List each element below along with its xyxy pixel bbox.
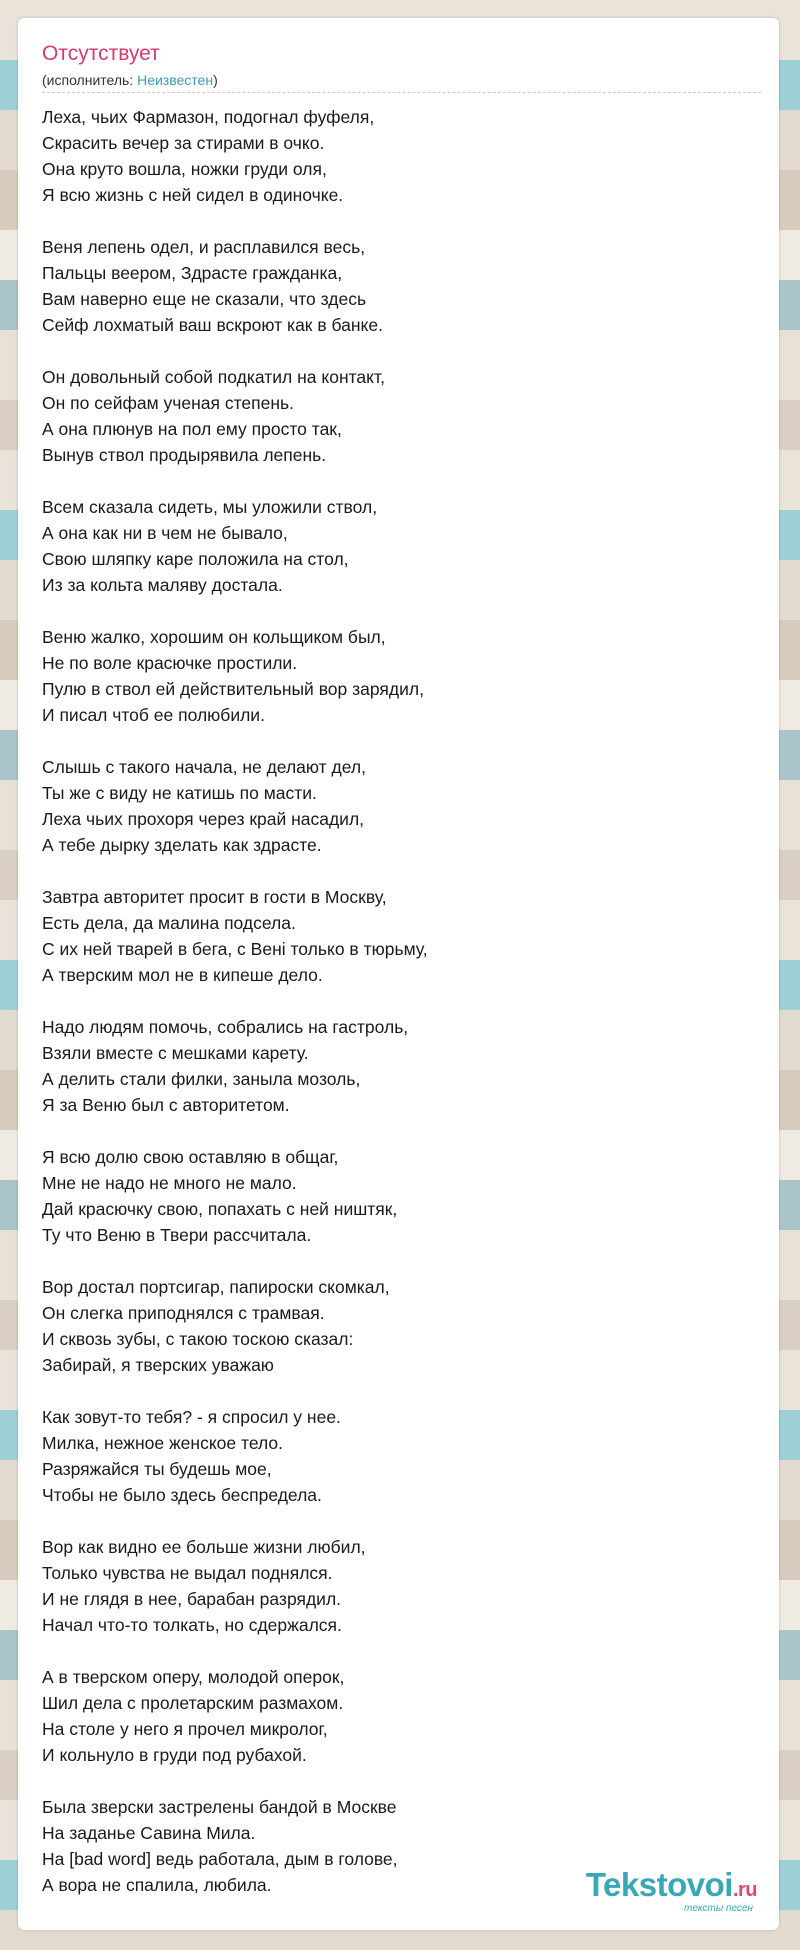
lyrics-card xyxy=(18,18,779,1930)
logo-wordmark xyxy=(586,1866,757,1904)
artist-line xyxy=(42,72,218,88)
lyric-line: А тебе дырку зделать как здрасте. xyxy=(42,835,322,855)
lyric-line: Как зовут-то тебя? - я спросил у нее. xyxy=(42,1407,341,1427)
stanza xyxy=(42,884,742,988)
lyric-line: И сквозь зубы, с такою тоскою сказал: xyxy=(42,1329,354,1349)
lyric-line: Я всю жизнь с ней сидел в одиночке. xyxy=(42,185,344,205)
lyric-line: Ты же с виду не катишь по масти. xyxy=(42,783,317,803)
stanza xyxy=(42,624,742,728)
stanza xyxy=(42,364,742,468)
lyric-line: Шил дела с пролетарским размахом. xyxy=(42,1693,344,1713)
logo-tagline: тексты песен xyxy=(684,1903,753,1914)
lyric-line: Леха чьих прохоря через край насадил, xyxy=(42,809,365,829)
lyric-line: Он довольный собой подкатил на контакт, xyxy=(42,367,385,387)
lyric-line: И писал чтоб ее полюбили. xyxy=(42,705,265,725)
lyric-line: И кольнуло в груди под рубахой. xyxy=(42,1745,307,1765)
lyric-line: Начал что-то толкать, но сдержался. xyxy=(42,1615,342,1635)
lyric-line: Забирай, я тверских уважаю xyxy=(42,1355,274,1375)
lyric-line: Слышь с такого начала, не делают дел, xyxy=(42,757,366,777)
lyric-line: Ту что Веню в Твери рассчитала. xyxy=(42,1225,312,1245)
artist-suffix: ) xyxy=(213,72,218,88)
lyric-line: И не глядя в нее, барабан разрядил. xyxy=(42,1589,342,1609)
lyric-line: Взяли вместе с мешками карету. xyxy=(42,1043,309,1063)
lyric-line: Вор достал портсигар, папироски скомкал, xyxy=(42,1277,390,1297)
song-title: Отсутствует xyxy=(42,42,160,65)
lyric-line: Завтра авторитет просит в гости в Москву, xyxy=(42,887,387,907)
lyric-line: На заданье Савина Мила. xyxy=(42,1823,256,1843)
lyric-line: Всем сказала сидеть, мы уложили ствол, xyxy=(42,497,378,517)
lyric-line: Она круто вошла, ножки груди оля, xyxy=(42,159,327,179)
lyric-line: Я всю долю свою оставляю в общаг, xyxy=(42,1147,339,1167)
logo-domain-suffix: .ru xyxy=(732,1879,757,1901)
lyric-line: Вам наверно еще не сказали, что здесь xyxy=(42,289,367,309)
lyric-line: Веня лепень одел, и расплавился весь, xyxy=(42,237,366,257)
lyric-line: На столе у него я прочел микролог, xyxy=(42,1719,328,1739)
lyric-line: А тверским мол не в кипеше дело. xyxy=(42,965,323,985)
lyric-line: Он по сейфам ученая степень. xyxy=(42,393,294,413)
lyrics-body xyxy=(42,104,742,1924)
lyric-line: Скрасить вечер за стирами в очко. xyxy=(42,133,325,153)
lyric-line: Мне не надо не много не мало. xyxy=(42,1173,297,1193)
lyric-line: Есть дела, да малина подсела. xyxy=(42,913,296,933)
logo-main-text: Tekstovoi xyxy=(585,1866,733,1903)
lyric-line: А делить стали филки, заныла мозоль, xyxy=(42,1069,361,1089)
lyric-line: Свою шляпку каре положила на стол, xyxy=(42,549,349,569)
lyric-line: Только чувства не выдал поднялся. xyxy=(42,1563,333,1583)
title-divider xyxy=(42,92,761,93)
lyric-line: Пулю в ствол ей действительный вор зарядил, xyxy=(42,679,424,699)
lyric-line: Дай красючку свою, попахать с ней ништяк, xyxy=(42,1199,398,1219)
stanza xyxy=(42,1144,742,1248)
stanza xyxy=(42,1664,742,1768)
stanza xyxy=(42,234,742,338)
lyric-line: Не по воле красючке простили. xyxy=(42,653,298,673)
stanza xyxy=(42,754,742,858)
lyric-line: Он слегка приподнялся с трамвая. xyxy=(42,1303,325,1323)
lyric-line: Чтобы не было здесь беспредела. xyxy=(42,1485,322,1505)
lyric-line: Леха, чьих Фармазон, подогнал фуфеля, xyxy=(42,107,375,127)
lyric-line: На [bad word] ведь работала, дым в голове, xyxy=(42,1849,398,1869)
stanza xyxy=(42,1014,742,1118)
site-logo[interactable] xyxy=(547,1866,757,1916)
artist-prefix: (исполнитель: xyxy=(42,72,138,88)
lyric-line: Пальцы веером, Здрасте гражданка, xyxy=(42,263,343,283)
lyric-line: Я за Веню был с авторитетом. xyxy=(42,1095,290,1115)
artist-link[interactable]: Неизвестен xyxy=(137,72,214,88)
stanza xyxy=(42,1534,742,1638)
stanza xyxy=(42,1404,742,1508)
stanza xyxy=(42,1274,742,1378)
lyric-line: А вора не спалила, любила. xyxy=(42,1875,272,1895)
lyric-line: Милка, нежное женское тело. xyxy=(42,1433,283,1453)
lyric-line: Вор как видно ее больше жизни любил, xyxy=(42,1537,366,1557)
lyric-line: А она как ни в чем не бывало, xyxy=(42,523,288,543)
lyric-line: Веню жалко, хорошим он кольщиком был, xyxy=(42,627,386,647)
lyric-line: А в тверском оперу, молодой оперок, xyxy=(42,1667,345,1687)
lyric-line: Сейф лохматый ваш вскроют как в банке. xyxy=(42,315,383,335)
lyric-line: А она плюнув на пол ему просто так, xyxy=(42,419,342,439)
lyric-line: Надо людям помочь, собрались на гастроль, xyxy=(42,1017,409,1037)
lyric-line: Вынув ствол продырявила лепень. xyxy=(42,445,327,465)
stanza xyxy=(42,104,742,208)
lyric-line: Была зверски застрелены бандой в Москве xyxy=(42,1797,397,1817)
lyric-line: Разряжайся ты будешь мое, xyxy=(42,1459,272,1479)
stanza xyxy=(42,494,742,598)
lyric-line: Из за кольта маляву достала. xyxy=(42,575,283,595)
lyric-line: С их ней тварей в бега, с Вені только в тюрьму, xyxy=(42,939,428,959)
